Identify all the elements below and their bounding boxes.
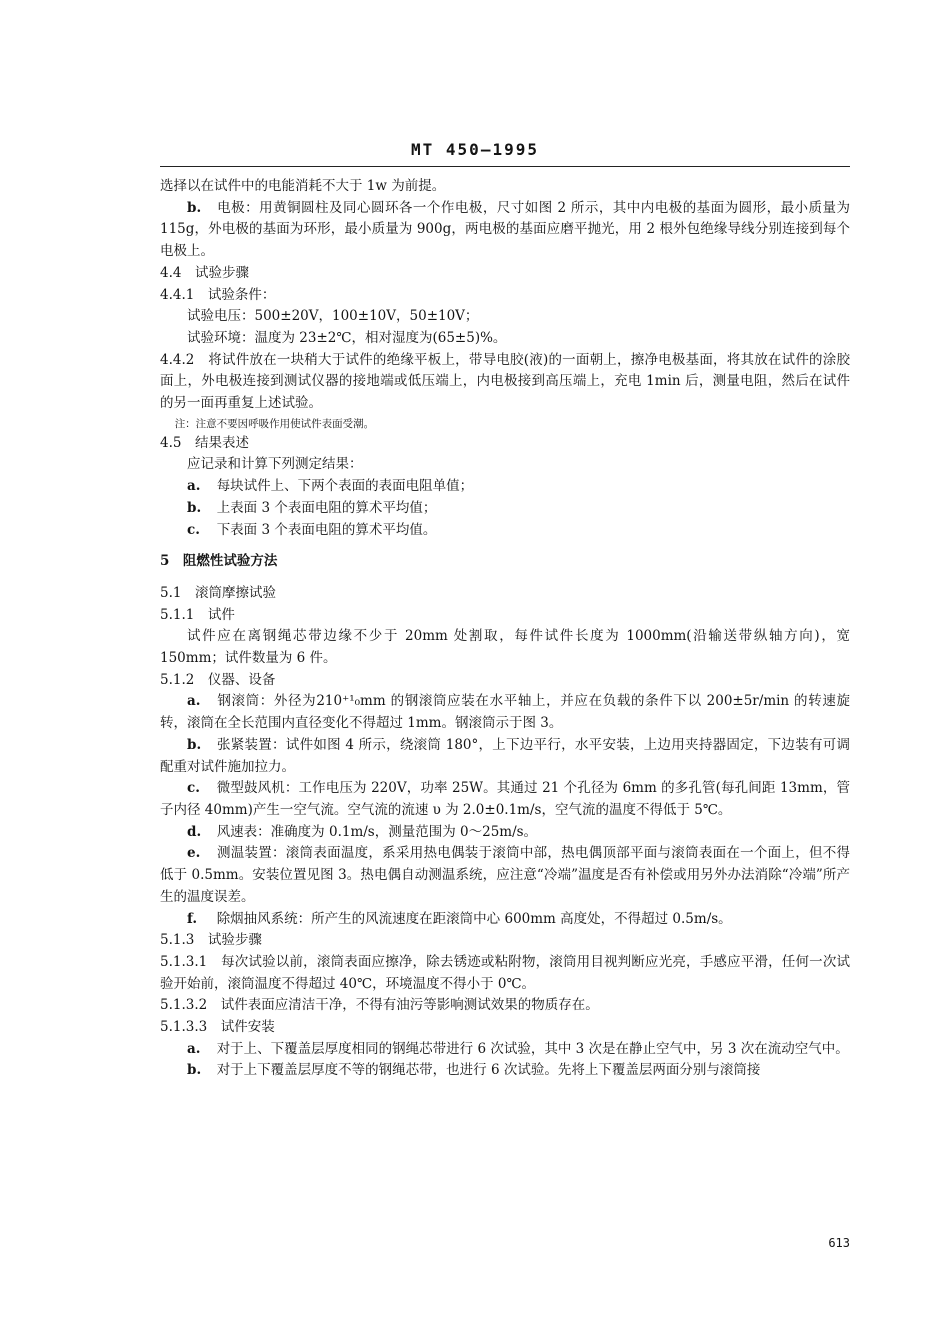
list-item bbox=[160, 498, 850, 520]
list-text: 风速表：准确度为 0.1m/s，测量范围为 0～25m/s。 bbox=[216, 823, 538, 840]
list-item bbox=[160, 735, 850, 778]
list-item bbox=[160, 1039, 850, 1061]
paragraph: 应记录和计算下列测定结果： bbox=[187, 456, 363, 473]
section-heading: 4.5 结果表述 bbox=[160, 434, 249, 451]
section-heading: 5.1 滚筒摩擦试验 bbox=[160, 584, 276, 601]
chapter-heading: 5 阻燃性试验方法 bbox=[160, 553, 278, 570]
list-text: 微型鼓风机：工作电压为 220V，功率 25W。其通过 21 个孔径为 6mm 的多孔管(每孔间距 13mm，管子内径 40mm)产生一空气流。空气流的流速 υ 为 2.0±0.1m/s，空气流的温度不得低于 5℃。 bbox=[160, 780, 850, 818]
list-label: b. bbox=[187, 736, 202, 753]
document-body bbox=[160, 176, 850, 1082]
list-label: b. bbox=[187, 199, 202, 216]
list-item bbox=[160, 691, 850, 734]
list-item bbox=[160, 476, 850, 498]
list-text: 下表面 3 个表面电阻的算术平均值。 bbox=[216, 521, 437, 538]
list-item bbox=[160, 778, 850, 821]
paragraph: 选择以在试件中的电能消耗不大于 1w 为前提。 bbox=[160, 178, 446, 194]
list-text: 张紧装置：试件如图 4 所示，绕滚筒 180°，上下边平行，水平安装，上边用夹持器固定，下边装有可调配重对试件施加拉力。 bbox=[160, 736, 850, 775]
list-label: a. bbox=[187, 478, 201, 495]
paragraph: 4.4.2 将试件放在一块稍大于试件的绝缘平板上，带导电胶(液)的一面朝上，擦净电极基面，将其放在试件的涂胶面上，外电极连接到测试仪器的接地端或低压端上，内电极接到高压端上，充电 1min 后，测量电阻，然后在试件的另一面再重复上述试验。 bbox=[160, 351, 850, 412]
section-heading: 5.1.2 仪器、设备 bbox=[160, 671, 276, 688]
list-text: 上表面 3 个表面电阻的算术平均值； bbox=[216, 499, 437, 516]
section-heading: 5.1.3 试验步骤 bbox=[160, 932, 262, 949]
paragraph: 试验环境：温度为 23±2℃，相对湿度为(65±5)%。 bbox=[187, 329, 507, 346]
standard-number-header: MT 450—1995 bbox=[411, 140, 539, 159]
list-item bbox=[160, 1060, 850, 1082]
list-text: 钢滚筒：外径为210⁺¹₀mm 的钢滚筒应装在水平轴上，并应在负载的条件下以 200±5r/min 的转速旋转，滚筒在全长范围内直径变化不得超过 1mm。钢滚筒示于图 3。 bbox=[160, 693, 850, 732]
list-label: c. bbox=[187, 521, 200, 538]
list-label: a. bbox=[187, 1040, 201, 1057]
list-text: 测温装置：滚筒表面温度，系采用热电偶装于滚筒中部，热电偶顶部平面与滚筒表面在一个面上，但不得低于 0.5mm。安装位置见图 3。热电偶自动测温系统，应注意“冷端”温度是否有补偿或用另外办法消除“冷端”所产生的温度误差。 bbox=[160, 845, 850, 905]
list-label: d. bbox=[187, 823, 202, 840]
list-label: a. bbox=[187, 693, 201, 710]
list-label: c. bbox=[187, 780, 200, 797]
list-text: 除烟抽风系统：所产生的风流速度在距滚筒中心 600mm 高度处，不得超过 0.5m/s。 bbox=[216, 910, 732, 927]
note: 注：注意不要因呼吸作用使试件表面受潮。 bbox=[174, 417, 375, 430]
list-text: 对于上、下覆盖层厚度相同的钢绳芯带进行 6 次试验，其中 3 次是在静止空气中，另 3 次在流动空气中。 bbox=[216, 1040, 849, 1057]
section-heading: 4.4 试验步骤 bbox=[160, 264, 249, 281]
list-text: 每块试件上、下两个表面的表面电阻单值； bbox=[216, 478, 474, 495]
paragraph: 5.1.3.1 每次试验以前，滚筒表面应擦净，除去锈迹或粘附物，滚筒用目视判断应光亮，手感应平滑，任何一次试验开始前，滚筒温度不得超过 40℃，环境温度不得小于 0℃。 bbox=[160, 953, 850, 992]
list-text: 电极：用黄铜圆柱及同心圆环各一个作电极，尺寸如图 2 所示，其中内电极的基面为圆形，最小质量为 115g，外电极的基面为环形，最小质量为 900g，两电极的基面应磨平抛光，用 2 根外包绝缘导线分别连接到每个电极上。 bbox=[160, 199, 850, 260]
list-item bbox=[160, 198, 850, 263]
list-label: f. bbox=[187, 910, 198, 927]
header-rule bbox=[160, 166, 850, 167]
list-item bbox=[160, 909, 850, 931]
paragraph: 5.1.3.2 试件表面应清洁干净，不得有油污等影响测试效果的物质存在。 bbox=[160, 997, 599, 1014]
list-label: e. bbox=[187, 845, 201, 862]
paragraph: 试件应在离钢绳芯带边缘不少于 20mm 处割取，每件试件长度为 1000mm(沿输送带纵轴方向)，宽 150mm；试件数量为 6 件。 bbox=[160, 628, 850, 667]
list-label: b. bbox=[187, 1062, 202, 1079]
list-text: 对于上下覆盖层厚度不等的钢绳芯带，也进行 6 次试验。先将上下覆盖层两面分别与滚筒接 bbox=[216, 1062, 761, 1079]
section-heading: 5.1.3.3 试件安装 bbox=[160, 1019, 275, 1036]
list-item bbox=[160, 822, 850, 844]
section-heading: 4.4.1 试验条件： bbox=[160, 286, 276, 303]
paragraph: 试验电压：500±20V，100±10V，50±10V； bbox=[187, 308, 479, 325]
section-heading: 5.1.1 试件 bbox=[160, 606, 235, 623]
list-item bbox=[160, 520, 850, 542]
list-item bbox=[160, 843, 850, 908]
page-number: 613 bbox=[828, 1236, 850, 1250]
list-label: b. bbox=[187, 499, 202, 516]
